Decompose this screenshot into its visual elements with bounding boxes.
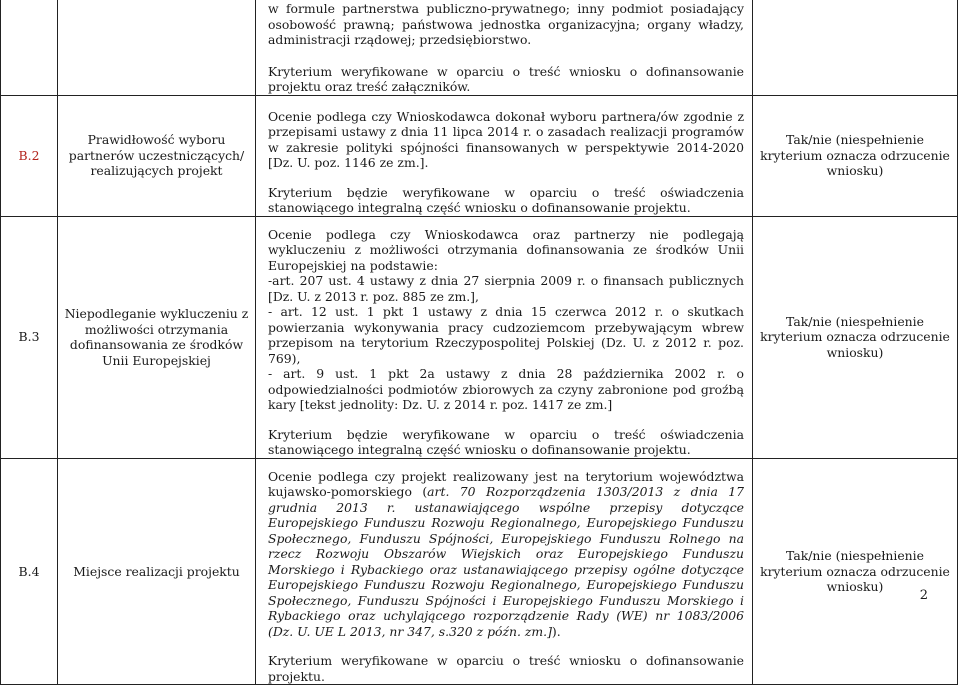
evaluation-rule: Tak/nie (niespełnienie kryterium oznacza odrzucenie wniosku) (753, 216, 958, 458)
description-tail: ). (551, 623, 561, 639)
description-paragraph: w formule partnerstwa publiczno-prywatnego; inny podmiot posiadający osobowość prawną; państwowa jednostka organizacyjna; organy władzy, administracji rządowej; przedsiębiorstwo. (268, 1, 744, 47)
evaluation-rule: Tak/nie (niespełnienie kryterium oznacza odrzucenie wniosku) (753, 95, 958, 216)
description-paragraph (268, 469, 744, 640)
criterion-id: B.4 (1, 458, 58, 685)
description-paragraph: Kryterium weryfikowane w oparciu o treść wniosku o dofinansowanie projektu. (268, 653, 744, 684)
criterion-description (256, 95, 753, 216)
criterion-description (256, 458, 753, 685)
criterion-description (256, 216, 753, 458)
criterion-name: Prawidłowość wyboru partnerów uczestniczących/ realizujących projekt (58, 95, 256, 216)
description-lead: Ocenie podlega czy projekt realizowany jest na terytorium województwa kujawsko-pomorskiego ( (268, 468, 744, 499)
criterion-description (256, 0, 753, 95)
description-line: - art. 9 ust. 1 pkt 2a ustawy z dnia 28 października 2002 r. o odpowiedzialności podmiotów zbiorowych za czyny zabronione pod groźbą kary [tekst jednolity: Dz. U. z 2014 r. poz. 1417 ze zm.] (268, 366, 744, 412)
criterion-id: B.2 (1, 95, 58, 216)
criterion-name: Miejsce realizacji projektu (58, 458, 256, 685)
description-line: -art. 207 ust. 4 ustawy z dnia 27 sierpnia 2009 r. o finansach publicznych [Dz. U. z 2013 r. poz. 885 ze zm.], (268, 273, 744, 304)
table-row-continuation (1, 0, 958, 95)
description-paragraph: Kryterium będzie weryfikowane w oparciu o treść oświadczenia stanowiącego integralną część wniosku o dofinansowanie projektu. (268, 426, 744, 457)
criterion-name: Niepodleganie wykluczeniu z możliwości otrzymania dofinansowania ze środków Unii Europejskiej (58, 216, 256, 458)
description-line: - art. 12 ust. 1 pkt 1 ustawy z dnia 15 czerwca 2012 r. o skutkach powierzania wykonywania pracy cudzoziemcom przebywającym wbrew przepisom na terytorium Rzeczypospolitej Polskiej (Dz. U. z 2012 r. poz. 769), (268, 304, 744, 366)
legal-reference: art. 70 Rozporządzenia 1303/2013 z dnia 17 grudnia 2013 r. ustanawiającego wspólne przepisy dotyczące Europejskiego Funduszu Rozwoju Regionalnego, Europejskiego Funduszu Społecznego, Funduszu Spójności, Europejskiego Funduszu Rolnego na rzecz Rozwoju Obszarów Wiejskich oraz Europejskiego Funduszu Morskiego i Rybackiego oraz ustanawiającego przepisy ogólne dotyczące Europejskiego Funduszu Rozwoju Regionalnego, Europejskiego Funduszu Społecznego, Funduszu Spójności i Europejskiego Funduszu Morskiego i Rybackiego oraz uchylającego rozporządzenie Rady (WE) nr 1083/2006 (Dz. U. UE L 2013, nr 347, s.320 z późn. zm.] (268, 484, 745, 639)
evaluation-rule: Tak/nie (niespełnienie kryterium oznacza odrzucenie wniosku) (753, 458, 958, 685)
description-paragraph: Ocenie podlega czy Wnioskodawca oraz partnerzy nie podlegają wykluczeniu z możliwości otrzymania dofinansowania ze środków Unii Europejskiej na podstawie: (268, 226, 744, 273)
description-paragraph: Kryterium weryfikowane w oparciu o treść wniosku o dofinansowanie projektu oraz treść załączników. (268, 63, 744, 94)
table-row-b2 (1, 95, 958, 216)
page-number: 2 (919, 588, 928, 603)
table-row-b3 (1, 216, 958, 458)
description-paragraph: Kryterium będzie weryfikowane w oparciu o treść oświadczenia stanowiącego integralną część wniosku o dofinansowanie projektu. (268, 184, 744, 215)
description-paragraph: Ocenie podlega czy Wnioskodawca dokonał wyboru partnera/ów zgodnie z przepisami ustawy z dnia 11 lipca 2014 r. o zasadach realizacji programów w zakresie polityki spójności finansowanych w perspektywie 2014-2020 [Dz. U. poz. 1146 ze zm.]. (268, 108, 744, 170)
criterion-id: B.3 (1, 216, 58, 458)
table-row-b4 (1, 458, 958, 685)
